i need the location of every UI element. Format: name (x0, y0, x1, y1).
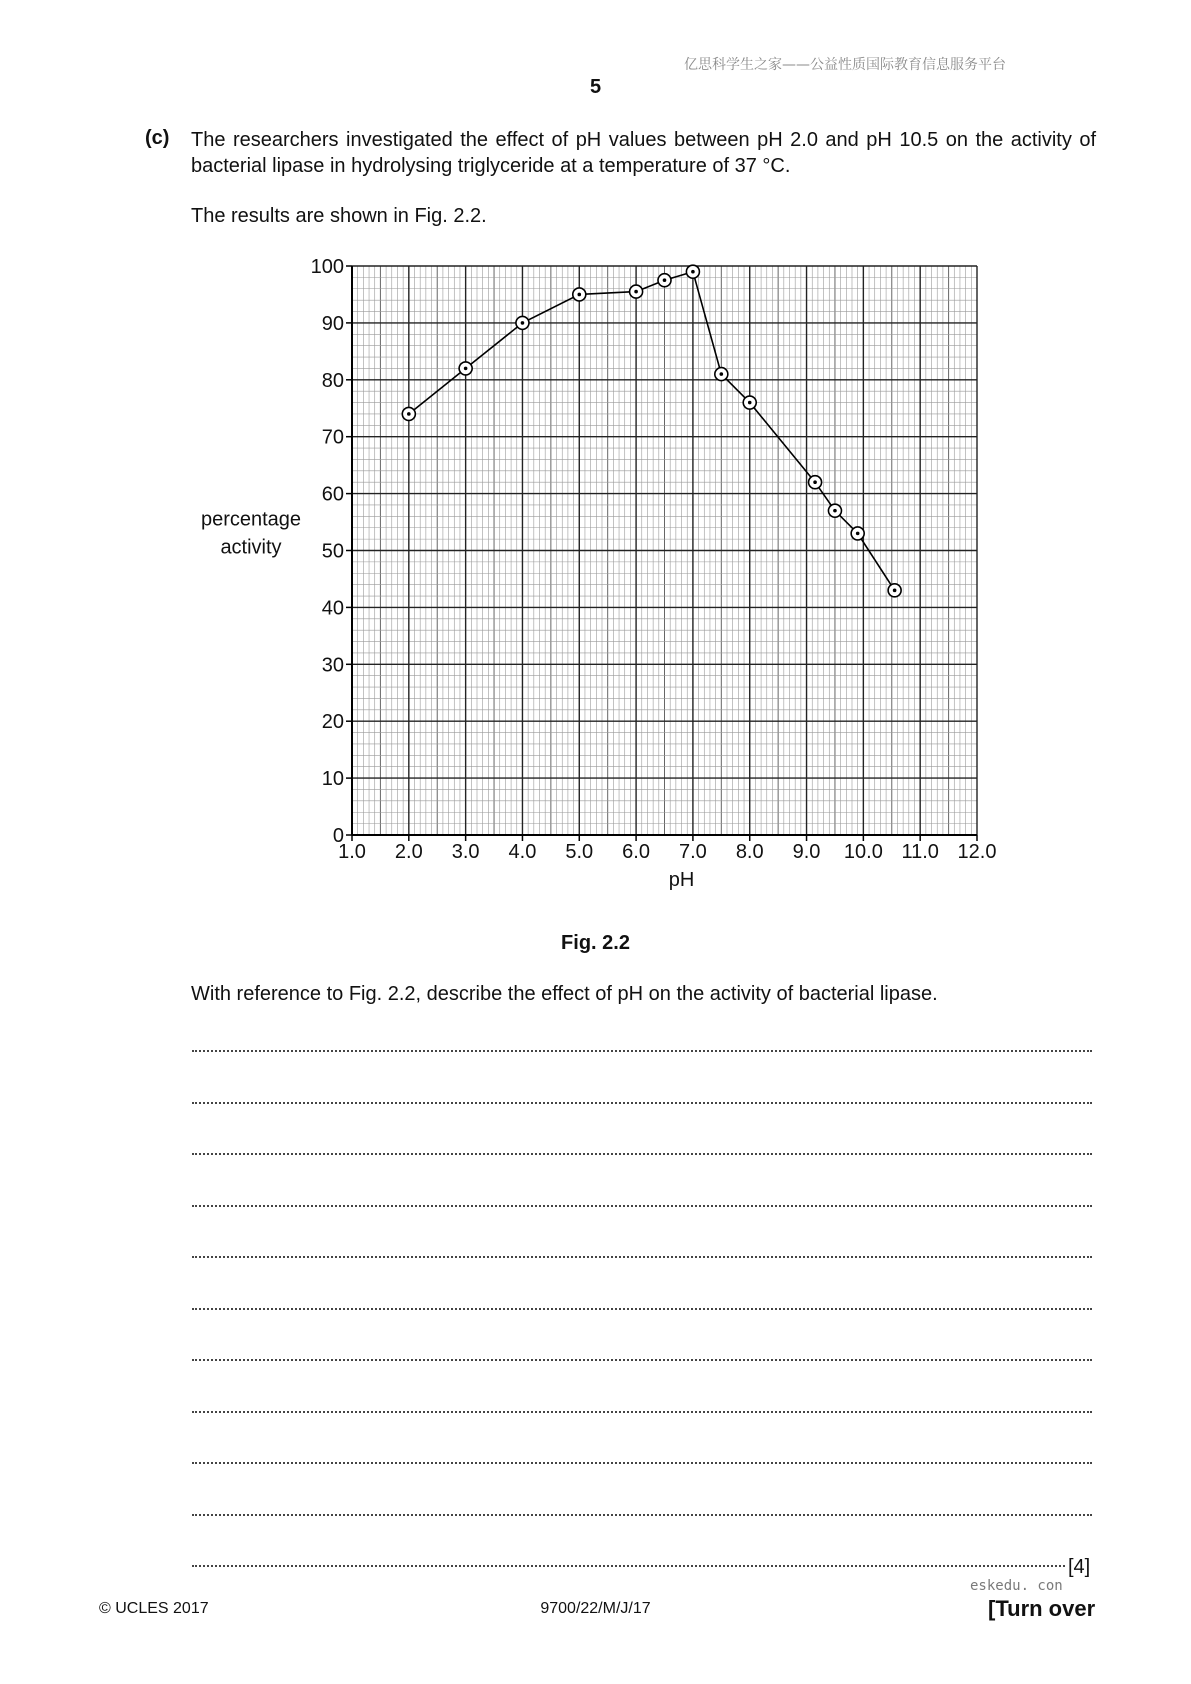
answer-line[interactable] (192, 1514, 1092, 1516)
y-tick-label: 20 (321, 711, 344, 734)
answer-line[interactable] (192, 1359, 1092, 1361)
data-point-dot (464, 367, 468, 371)
x-tick-label: 12.0 (957, 841, 997, 863)
answer-line[interactable] (192, 1462, 1092, 1464)
question-intro: The researchers investigated the effect of pH values between pH 2.0 and pH 10.5 on the activity of bacterial lipase in hydrolysing triglyceride at a temperature of 37 °C. (191, 129, 1096, 177)
footer-paper-code: 9700/22/M/J/17 (540, 1600, 651, 1617)
y-tick-label: 30 (321, 654, 344, 677)
y-tick-label: 10 (321, 768, 344, 791)
y-tick-label: 50 (321, 540, 344, 563)
figure-caption: Fig. 2.2 (561, 932, 630, 954)
data-point-dot (577, 293, 581, 297)
data-point-dot (893, 589, 897, 593)
x-tick-label: 4.0 (508, 841, 537, 863)
x-tick-label: 6.0 (622, 841, 650, 863)
answer-line[interactable] (192, 1153, 1092, 1155)
data-point-dot (720, 372, 724, 376)
x-tick-label: 9.0 (792, 841, 821, 863)
y-axis-label-line-2: activity (220, 536, 282, 559)
data-point-dot (856, 532, 860, 536)
x-tick-label: 1.0 (338, 841, 366, 863)
answer-line[interactable] (192, 1050, 1092, 1052)
y-tick-label: 70 (321, 426, 344, 449)
x-tick-label: 5.0 (565, 841, 594, 863)
x-tick-label: 2.0 (394, 841, 423, 863)
answer-line[interactable] (192, 1308, 1092, 1310)
answer-line[interactable] (192, 1256, 1092, 1258)
y-tick-label: 60 (321, 483, 344, 506)
data-point-dot (691, 270, 695, 274)
watermark-header: 亿思科学生之家——公益性质国际教育信息服务平台 (684, 57, 1006, 73)
data-point-dot (813, 480, 817, 484)
y-axis-label-line-1: percentage (200, 508, 302, 531)
y-tick-label: 80 (321, 369, 344, 392)
data-point-dot (407, 412, 411, 416)
watermark-footer: eskedu. con (970, 1578, 1063, 1594)
answer-line[interactable] (192, 1565, 1065, 1567)
footer-copyright: © UCLES 2017 (99, 1600, 209, 1617)
data-point-dot (833, 509, 837, 513)
question-part-label: (c) (145, 127, 170, 149)
series-line (409, 272, 895, 591)
turn-over-label: [Turn over (988, 1596, 1096, 1621)
page-number: 5 (589, 76, 602, 98)
answer-line[interactable] (192, 1205, 1092, 1207)
data-point-dot (634, 290, 638, 294)
x-tick-label: 11.0 (901, 841, 939, 863)
y-tick-label: 0 (332, 825, 344, 847)
y-tick-label: 90 (321, 312, 344, 335)
results-statement: The results are shown in Fig. 2.2. (191, 205, 487, 227)
chart-ticks (311, 256, 997, 863)
answer-line[interactable] (192, 1411, 1092, 1413)
y-tick-label: 100 (310, 256, 344, 278)
x-tick-label: 7.0 (679, 841, 707, 863)
data-point-dot (521, 321, 525, 325)
y-tick-label: 40 (321, 597, 344, 620)
x-tick-label: 8.0 (735, 841, 764, 863)
data-point-dot (748, 401, 752, 405)
marks-label: [4] (1068, 1556, 1091, 1578)
x-axis-label: pH (668, 869, 695, 891)
x-tick-label: 3.0 (451, 841, 480, 863)
x-tick-label: 10.0 (843, 841, 883, 863)
data-point-dot (663, 278, 667, 282)
question-prompt: With reference to Fig. 2.2, describe the effect of pH on the activity of bacterial lipase. (191, 983, 938, 1005)
answer-line[interactable] (192, 1102, 1092, 1104)
